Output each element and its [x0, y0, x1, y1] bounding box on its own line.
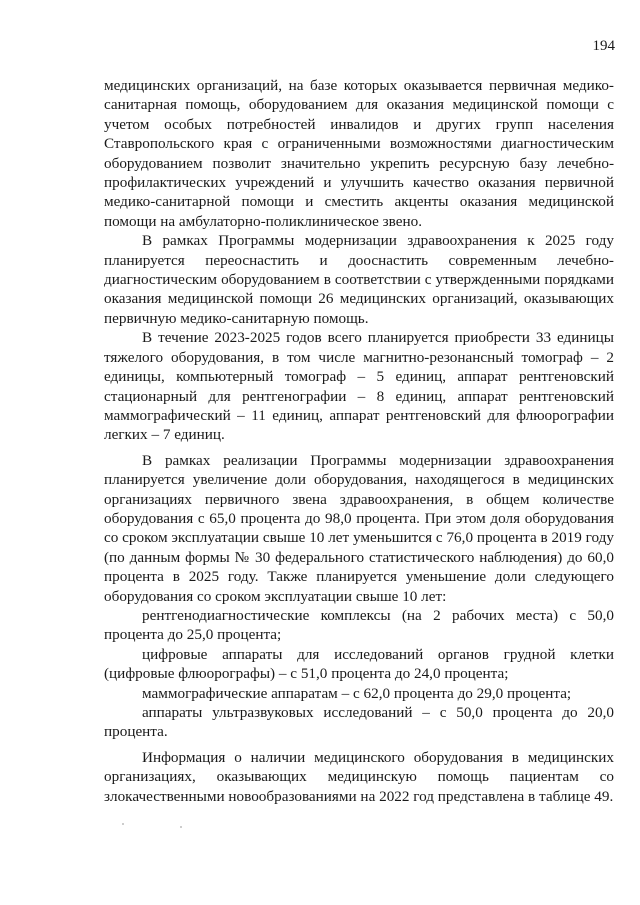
scan-speck: [122, 823, 124, 825]
paragraph-equipment-intro: медицинских организаций, на базе которых оказывается первичная медико-санитарная помощь, оборудованием для оказания медицинской помощи с учетом особых потребностей инвалидов и других групп населения Ставропольского края с ограниченными возможностями диагностическим оборудованием позволит значительно укрепить ресурсную базу лечебно-профилактических учреждений и улучшить качество оказания первичной медико-санитарной помощи и сместить акценты оказания медицинской помощи на амбулаторно-поликлиническое звено.: [104, 77, 614, 230]
page-number: 194: [592, 38, 615, 54]
scan-speck: [180, 826, 182, 828]
list-item-ultrasound: аппараты ультразвуковых исследований – с 50,0 процента до 20,0 процента.: [104, 704, 614, 741]
list-item-digital-fluorographs: цифровые аппараты для исследований органов грудной клетки (цифровые флюорографы) – с 51,0 процента до 24,0 процента;: [104, 645, 614, 683]
paragraph-table-reference: Информация о наличии медицинского оборудования в медицинских организациях, оказывающих медицинскую помощь пациентам со злокачественными новообразованиями на 2022 год представлена в таблице 49.: [104, 748, 614, 805]
list-item-mammography: маммографические аппаратам – с 62,0 процента до 29,0 процента;: [142, 684, 572, 702]
list-item-xray-complexes: рентгенодиагностические комплексы (на 2 рабочих места) с 50,0 процента до 25,0 процента;: [104, 606, 614, 644]
paragraph-equipment-share: В рамках реализации Программы модернизации здравоохранения планируется увеличение доли оборудования, находящегося в медицинских организациях первичного звена здравоохранения, в общем количестве оборудования с 65,0 процента до 98,0 процента. При этом доля оборудования со сроком эксплуатации свыше 10 лет уменьшится с 76,0 процента в 2019 году (по данным формы № 30 федерального статистического наблюдения) до 60,0 процента в 2025 году. Также планируется уменьшение доли следующего оборудования со сроком эксплуатации свыше 10 лет:: [104, 451, 614, 605]
document-body: [104, 76, 614, 806]
paragraph-modernization-plan: В рамках Программы модернизации здравоохранения к 2025 году планируется переоснастить и дооснастить современным лечебно-диагностическим оборудованием в соответствии с утвержденными порядками оказания медицинской помощи 26 медицинских организаций, оказывающих первичную медико-санитарную помощь.: [104, 232, 614, 327]
paragraph-heavy-equipment: В течение 2023-2025 годов всего планируется приобрести 33 единицы тяжелого оборудования, в том числе магнитно-резонансный томограф – 2 единицы, компьютерный томограф – 5 единиц, аппарат рентгеновский стационарный для рентгенографии – 8 единиц, аппарат рентгеновский маммографический – 11 единиц, аппарат рентгеновский для флюорографии легких – 7 единиц.: [104, 329, 614, 444]
